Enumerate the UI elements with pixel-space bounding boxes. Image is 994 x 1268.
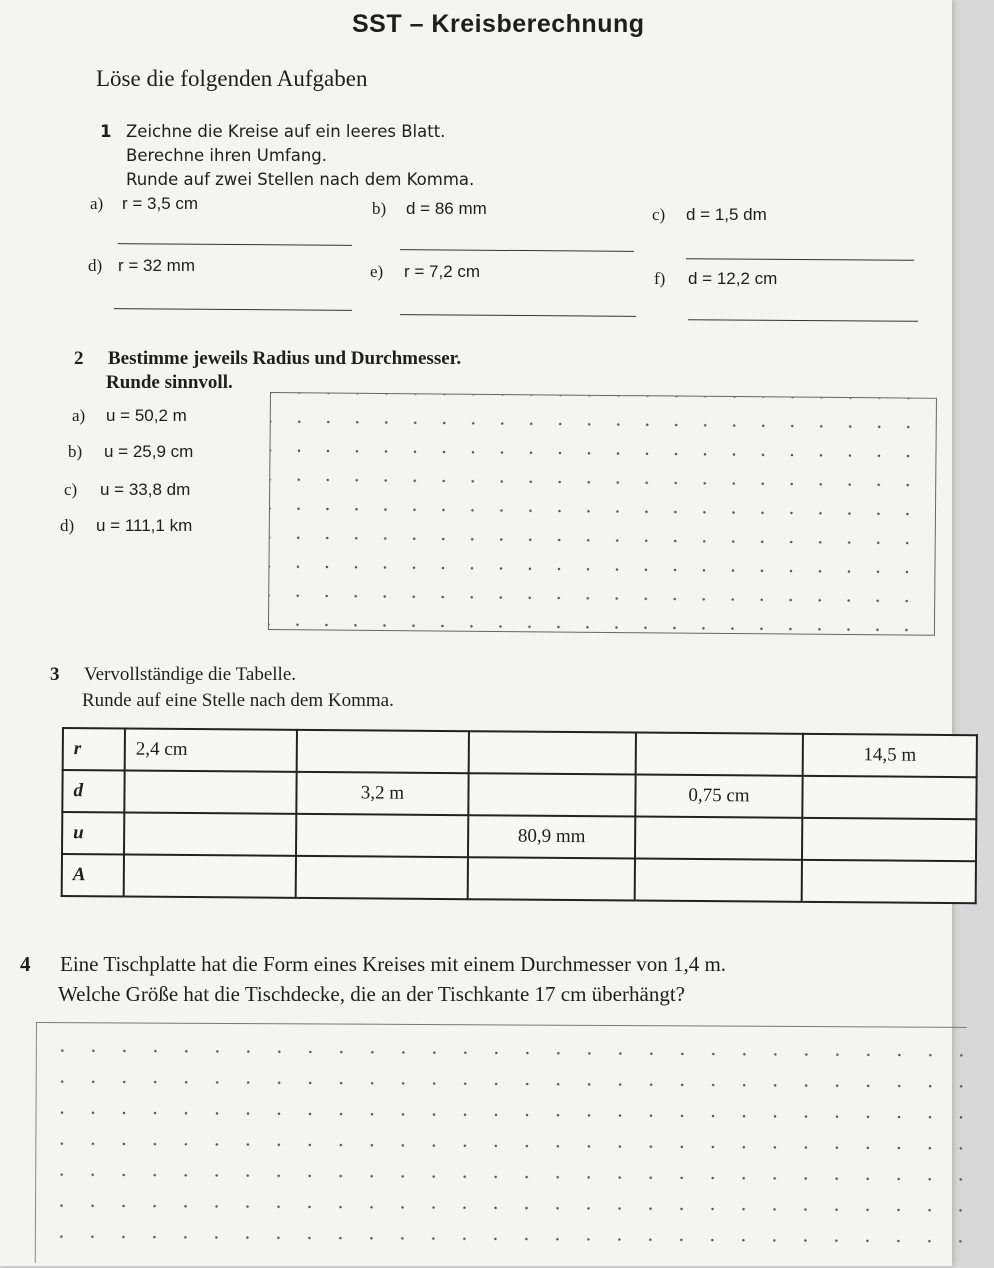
table-cell[interactable] — [635, 859, 802, 902]
table-cell[interactable] — [802, 860, 976, 903]
table-cell[interactable] — [124, 854, 296, 897]
worksheet-title: SST – Kreisberechnung — [352, 10, 645, 38]
table-row-r — [63, 728, 977, 777]
table-row-A — [62, 854, 976, 903]
task1-item-d-label: d) — [88, 256, 103, 275]
table-cell[interactable] — [802, 818, 976, 861]
task2-item-d-value: u = 111,1 km — [96, 516, 193, 535]
task1-item-a-label: a) — [90, 194, 104, 213]
table-cell[interactable]: 80,9 mm — [468, 815, 635, 858]
row-header-u: u — [62, 812, 124, 854]
table-cell[interactable]: 2,4 cm — [125, 728, 297, 771]
task1-item-c-value: d = 1,5 dm — [686, 205, 767, 224]
task2-grid-workspace[interactable] — [268, 392, 937, 636]
table-cell[interactable]: 14,5 m — [803, 734, 977, 777]
task1-item-d-value: r = 32 mm — [118, 256, 195, 275]
table-cell[interactable] — [297, 730, 469, 773]
worksheet-subtitle: Löse die folgenden Aufgaben — [96, 66, 368, 91]
table-cell[interactable] — [296, 856, 468, 899]
task1-item-f-value: d = 12,2 cm — [688, 269, 778, 288]
task1-item-c-label: c) — [652, 205, 666, 224]
task2-item-a-label: a) — [72, 406, 86, 425]
answer-line-a[interactable] — [118, 243, 352, 246]
task4-grid-workspace[interactable] — [35, 1022, 967, 1268]
table-cell[interactable] — [296, 814, 468, 857]
task2-line-1: Bestimme jeweils Radius und Durchmesser. — [108, 348, 462, 369]
table-cell[interactable]: 3,2 m — [296, 772, 468, 815]
table-cell[interactable] — [636, 733, 803, 776]
table-cell[interactable]: 0,75 cm — [635, 775, 802, 818]
task1-line-2: Berechne ihren Umfang. — [126, 146, 327, 165]
task2-number: 2 — [74, 348, 84, 369]
answer-line-c[interactable] — [686, 258, 914, 261]
task1-item-f-label: f) — [654, 269, 666, 288]
answer-line-f[interactable] — [688, 319, 918, 322]
table-cell[interactable] — [468, 857, 635, 900]
table-cell[interactable] — [802, 776, 976, 819]
task1-number: 1 — [100, 122, 112, 141]
answer-line-b[interactable] — [400, 249, 634, 252]
table-cell[interactable] — [635, 817, 802, 860]
table-cell[interactable] — [469, 731, 636, 774]
task2-item-c-label: c) — [64, 480, 78, 499]
task2-item-d-label: d) — [60, 516, 75, 535]
task1-item-b-label: b) — [372, 199, 387, 218]
task1-line-3: Runde auf zwei Stellen nach dem Komma. — [126, 170, 475, 189]
task4-line-1: Eine Tischplatte hat die Form eines Kreises mit einem Durchmesser von 1,4 m. — [60, 952, 727, 976]
task1-item-a-value: r = 3,5 cm — [122, 194, 199, 213]
task3-table — [61, 727, 978, 904]
task2-item-b-value: u = 25,9 cm — [104, 442, 194, 461]
task1-item-b-value: d = 86 mm — [406, 199, 487, 218]
task4-number: 4 — [20, 952, 31, 976]
table-row-u — [62, 812, 976, 861]
task3-number: 3 — [50, 664, 60, 685]
task4-line-2: Welche Größe hat die Tischdecke, die an der Tischkante 17 cm überhängt? — [58, 982, 685, 1006]
row-header-d: d — [62, 770, 124, 812]
task1-item-e-label: e) — [370, 262, 384, 281]
row-header-A: A — [62, 854, 124, 896]
task1-item-e-value: r = 7,2 cm — [404, 262, 481, 281]
task2-item-c-value: u = 33,8 dm — [100, 480, 191, 499]
table-cell[interactable] — [124, 770, 296, 813]
answer-line-e[interactable] — [400, 314, 636, 317]
row-header-r: r — [63, 728, 125, 770]
task2-item-b-label: b) — [68, 442, 83, 461]
task2-item-a-value: u = 50,2 m — [106, 406, 187, 425]
task1-line-1: Zeichne die Kreise auf ein leeres Blatt. — [126, 122, 446, 141]
answer-line-d[interactable] — [114, 308, 352, 311]
task3-line-1: Vervollständige die Tabelle. — [84, 664, 297, 685]
task2-line-2: Runde sinnvoll. — [106, 372, 233, 393]
task3-line-2: Runde auf eine Stelle nach dem Komma. — [82, 690, 394, 711]
table-cell[interactable] — [124, 812, 296, 855]
table-row-d — [62, 770, 976, 819]
table-cell[interactable] — [468, 773, 635, 816]
